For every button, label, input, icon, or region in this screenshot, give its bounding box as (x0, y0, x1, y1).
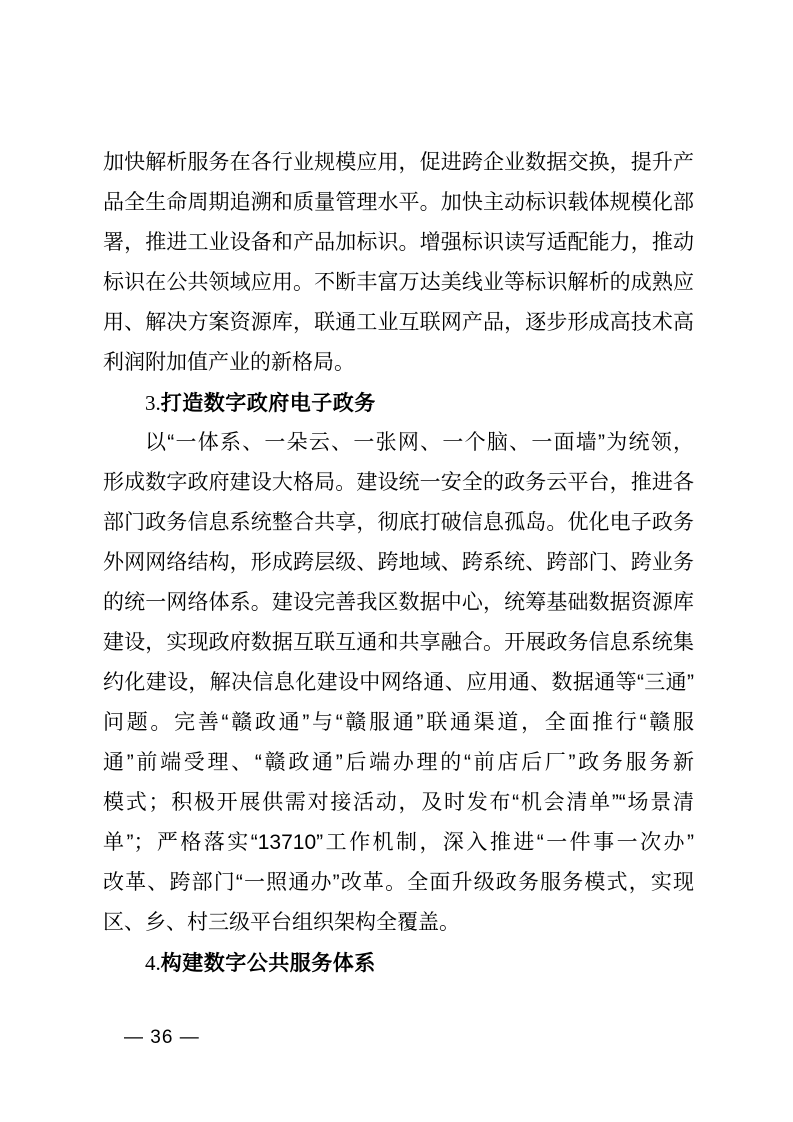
heading-number: 3. (145, 391, 161, 415)
para-digital-government (103, 423, 694, 943)
text-line: 加快解析服务在各行业规模应用，促进跨企业数据交换，提升产 (103, 151, 694, 174)
text-line: 署，推进工业设备和产品加标识。增强标识读写适配能力，推动 (103, 231, 694, 254)
text-line: 外网网络结构，形成跨层级、跨地域、跨系统、跨部门、跨业务 (103, 551, 694, 574)
text-line: 改革、跨部门“一照通办”改革。全面升级政务服务模式，实现 (103, 871, 694, 894)
heading-title: 打造数字政府电子政务 (160, 392, 376, 415)
text-line: 通”前端受理、“赣政通”后端办理的“前店后厂”政务服务新 (103, 751, 694, 774)
text-line: 用、解决方案资源库，联通工业互联网产品，逐步形成高技术高 (103, 311, 694, 334)
text-line: 品全生命周期追溯和质量管理水平。加快主动标识载体规模化部 (103, 191, 694, 214)
document-body (103, 143, 694, 983)
text-line: 以“一体系、一朵云、一张网、一个脑、一面墙”为统领， (145, 431, 694, 454)
heading-number: 4. (145, 951, 161, 975)
para-industrial-internet (103, 143, 694, 383)
text-line: 模式；积极开展供需对接活动，及时发布“机会清单”“场景清 (103, 791, 694, 814)
heading-section-3 (103, 383, 694, 423)
text-line: 部门政务信息系统整合共享，彻底打破信息孤岛。优化电子政务 (103, 511, 694, 534)
text-line: 单”；严格落实“13710”工作机制，深入推进“一件事一次办” (103, 831, 694, 854)
heading-section-4 (103, 943, 694, 983)
heading-title: 构建数字公共服务体系 (160, 952, 376, 975)
text-line: 标识在公共领域应用。不断丰富万达美线业等标识解析的成熟应 (103, 271, 694, 294)
text-line: 的统一网络体系。建设完善我区数据中心，统筹基础数据资源库 (103, 591, 694, 614)
text-line: 建设，实现政府数据互联互通和共享融合。开展政务信息系统集 (103, 631, 694, 654)
text-line: 约化建设，解决信息化建设中网络通、应用通、数据通等“三通” (103, 671, 694, 694)
text-line: 区、乡、村三级平台组织架构全覆盖。 (103, 911, 460, 934)
text-line: 形成数字政府建设大格局。建设统一安全的政务云平台，推进各 (103, 471, 694, 494)
text-line: 问题。完善“赣政通”与“赣服通”联通渠道，全面推行“赣服 (103, 711, 694, 734)
page-number: — 36 — (124, 1027, 200, 1048)
text-line: 利润附加值产业的新格局。 (103, 351, 355, 374)
